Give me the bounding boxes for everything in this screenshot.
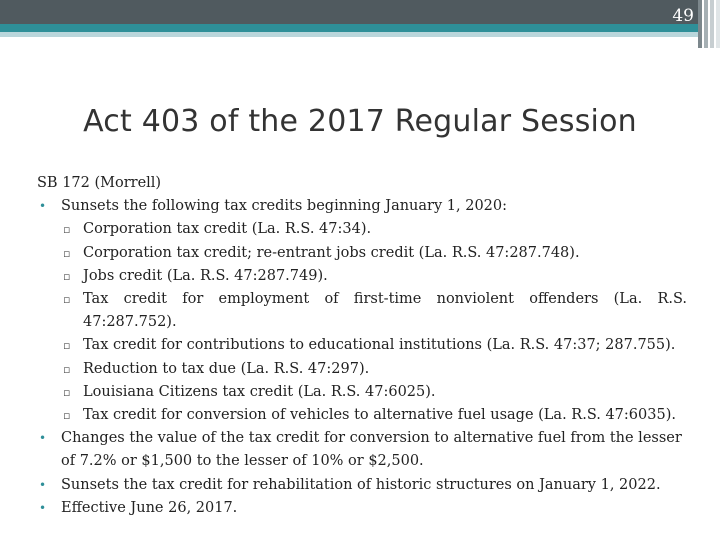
edge-decoration bbox=[698, 0, 720, 48]
sub-list-item-continuation: 47:287.752). bbox=[83, 314, 177, 331]
sub-list-item: ▫ Corporation tax credit (La. R.S. 47:34). bbox=[37, 218, 687, 241]
bullet-icon: • bbox=[39, 477, 47, 492]
header-bar bbox=[0, 0, 698, 24]
square-bullet-icon: ▫ bbox=[63, 223, 71, 237]
header-accent-stripe bbox=[0, 24, 698, 32]
sub-list-item: ▫ Corporation tax credit; re-entrant jobs credit (La. R.S. 47:287.748). bbox=[37, 242, 687, 265]
list-item-continuation: of 7.2% or $1,500 to the lesser of 10% or $2,500. bbox=[61, 453, 424, 470]
square-bullet-icon: ▫ bbox=[63, 246, 71, 260]
slide-number: 49 bbox=[672, 6, 694, 26]
bullet-icon: • bbox=[39, 199, 47, 214]
sub-list-item: ▫ Tax credit for conversion of vehicles to alternative fuel usage (La. R.S. 47:6035). bbox=[37, 404, 687, 427]
sub-list-item: ▫ Tax credit for contributions to educational institutions (La. R.S. 47:37; 287.755). bbox=[37, 334, 687, 357]
square-bullet-icon: ▫ bbox=[63, 385, 71, 399]
bullet-icon: • bbox=[39, 431, 47, 446]
list-item: • Sunsets the tax credit for rehabilitation of historic structures on January 1, 2022. bbox=[37, 474, 687, 497]
sub-list-item: ▫ Reduction to tax due (La. R.S. 47:297). bbox=[37, 358, 687, 381]
header-accent-stripe-light bbox=[0, 32, 698, 37]
sub-list-item: ▫ Jobs credit (La. R.S. 47:287.749). bbox=[37, 265, 687, 288]
bill-reference: SB 172 (Morrell) bbox=[37, 175, 162, 191]
sub-list-item: ▫ Tax credit for employment of first-time nonviolent offenders (La. R.S. bbox=[37, 288, 687, 311]
square-bullet-icon: ▫ bbox=[63, 269, 71, 283]
list-item: • Sunsets the following tax credits beginning January 1, 2020: bbox=[37, 195, 687, 218]
list-item: • Effective June 26, 2017. bbox=[37, 497, 687, 520]
sub-list-item: ▫ Louisiana Citizens tax credit (La. R.S. 47:6025). bbox=[37, 381, 687, 404]
slide-title: Act 403 of the 2017 Regular Session bbox=[83, 104, 637, 139]
square-bullet-icon: ▫ bbox=[63, 409, 71, 423]
bullet-icon: • bbox=[39, 500, 47, 515]
slide-body bbox=[37, 172, 687, 520]
list-item: • Changes the value of the tax credit for conversion to alternative fuel from the lesser bbox=[37, 427, 687, 450]
square-bullet-icon: ▫ bbox=[63, 339, 71, 353]
square-bullet-icon: ▫ bbox=[63, 293, 71, 307]
square-bullet-icon: ▫ bbox=[63, 362, 71, 376]
